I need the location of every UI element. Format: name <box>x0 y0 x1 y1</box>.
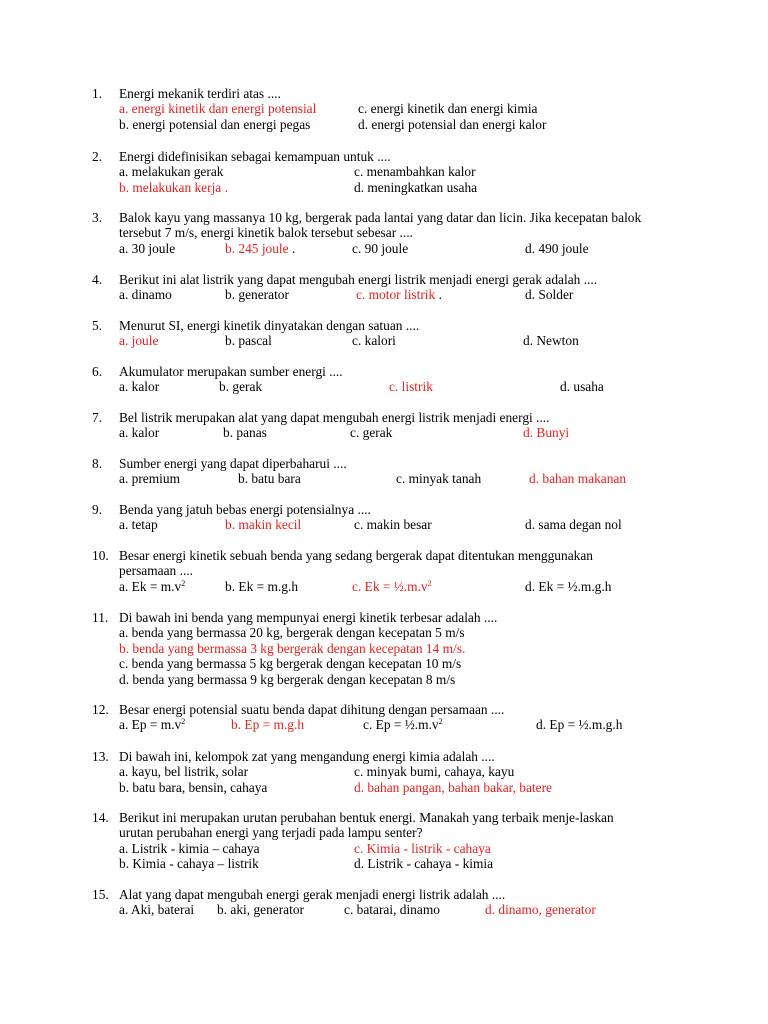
answer-option <box>354 180 477 195</box>
option-text: a. Aki, baterai <box>119 902 195 918</box>
option-text: c. benda yang bermassa 5 kg bergerak dengan kecepatan 10 m/s <box>119 656 462 672</box>
question-number: 1. <box>92 86 103 101</box>
option-text: d. dinamo, generator <box>485 902 596 918</box>
question-body <box>119 810 692 872</box>
answer-option <box>119 625 465 640</box>
answer-option <box>225 579 298 594</box>
question-body <box>119 149 692 195</box>
option-text: c. Ek = ½.m.v <box>352 578 428 594</box>
option-text: b. pascal <box>225 333 272 349</box>
answer-option-correct <box>225 241 295 256</box>
answer-option-correct <box>485 902 596 917</box>
answer-option-correct <box>354 780 552 795</box>
option-text: b. aki, generator <box>217 902 304 918</box>
option-text: c. batarai, dinamo <box>344 902 440 918</box>
option-text: d. Newton <box>523 333 579 349</box>
question-stem-line: Akumulator merupakan sumber energi .... <box>119 364 343 379</box>
answer-option <box>354 164 476 179</box>
answer-option <box>525 579 611 594</box>
answer-option-correct <box>523 425 569 440</box>
question-stem-line: urutan perubahan energi yang terjadi pada lampu senter? <box>119 825 423 841</box>
options-area <box>119 425 692 440</box>
question-body <box>119 610 692 687</box>
answer-option <box>354 856 493 871</box>
question-body <box>119 702 692 733</box>
option-text: d. Listrik - cahaya - kimia <box>354 856 494 872</box>
option-text: c. minyak tanah <box>396 471 482 487</box>
option-text: d. sama degan nol <box>525 517 622 533</box>
question-number: 14. <box>92 810 109 825</box>
options-area <box>119 717 692 732</box>
option-text: d. Solder <box>525 287 574 303</box>
options-area <box>119 517 692 532</box>
option-text: d. bahan pangan, bahan bakar, batere <box>354 779 552 795</box>
answer-option <box>119 425 159 440</box>
option-text: d. bahan makanan <box>529 471 627 487</box>
options-area <box>119 379 692 394</box>
option-superscript: 2 <box>427 578 432 588</box>
option-text: d. Ek = ½.m.g.h <box>525 578 612 594</box>
question-body <box>119 548 692 594</box>
answer-option <box>352 241 408 256</box>
answer-option <box>119 117 310 132</box>
option-text: b. melakukan kerja . <box>119 179 228 195</box>
option-text: a. premium <box>119 471 180 487</box>
option-text: a. kalor <box>119 379 160 395</box>
question-body <box>119 86 692 132</box>
answer-option-correct <box>119 333 158 348</box>
option-text: a. Ek = m.v <box>119 578 182 594</box>
option-text: c. gerak <box>350 425 393 441</box>
options-area <box>119 902 692 917</box>
question-body <box>119 210 692 256</box>
option-text: b. batu bara <box>238 471 301 487</box>
option-text: b. Kimia - cahaya – listrik <box>119 856 259 872</box>
option-text: b. makin kecil <box>225 517 302 533</box>
option-text: a. energi kinetik dan energi potensial <box>119 101 317 117</box>
question-number: 13. <box>92 749 109 764</box>
options-area <box>119 241 692 256</box>
options-area <box>119 625 692 687</box>
answer-option-correct <box>119 101 316 116</box>
question-number: 3. <box>92 210 103 225</box>
question-number: 8. <box>92 456 103 471</box>
question-body <box>119 272 692 303</box>
question-stem-line: Berikut ini merupakan urutan perubahan bentuk energi. Manakah yang terbaik menje-laskan <box>119 810 614 825</box>
options-area <box>119 164 692 195</box>
answer-option <box>119 579 185 594</box>
answer-option <box>119 902 194 917</box>
answer-option <box>119 656 461 671</box>
answer-option <box>344 902 440 917</box>
question-number: 6. <box>92 364 103 379</box>
option-text: a. kayu, bel listrik, solar <box>119 764 249 780</box>
option-text: c. minyak bumi, cahaya, kayu <box>354 764 515 780</box>
answer-option <box>536 717 622 732</box>
option-text: c. menambahkan kalor <box>354 164 476 180</box>
answer-option <box>119 717 185 732</box>
answer-option <box>119 672 455 687</box>
answer-option <box>525 241 589 256</box>
option-text: c. Ep = ½.m.v <box>363 717 439 733</box>
option-text: a. Listrik - kimia – cahaya <box>119 840 260 856</box>
option-text: a. 30 joule <box>119 240 176 256</box>
option-text: a. joule <box>119 333 159 349</box>
answer-option-correct <box>225 517 301 532</box>
question-stem-line: Menurut SI, energi kinetik dinyatakan dengan satuan .... <box>119 318 420 333</box>
option-text: b. batu bara, bensin, cahaya <box>119 779 268 795</box>
option-text: b. Ep = m.g.h <box>231 717 305 733</box>
answer-option <box>219 379 262 394</box>
options-area <box>119 471 692 486</box>
answer-option <box>119 856 259 871</box>
option-superscript: 2 <box>181 717 186 727</box>
answer-option <box>350 425 392 440</box>
option-text: b. generator <box>225 287 289 303</box>
options-area <box>119 287 692 302</box>
option-text: d. Ep = ½.m.g.h <box>536 717 623 733</box>
option-text: b. benda yang bermassa 3 kg bergerak dengan kecepatan 14 m/s. <box>119 640 466 656</box>
question-stem-line: Di bawah ini, kelompok zat yang mengandung energi kimia adalah .... <box>119 749 495 764</box>
option-suffix: . <box>435 287 442 303</box>
answer-option-correct <box>119 641 465 656</box>
answer-option <box>238 471 301 486</box>
answer-option <box>354 764 514 779</box>
question-number: 10. <box>92 548 109 563</box>
question-number: 15. <box>92 887 109 902</box>
option-text: c. kalori <box>352 333 396 349</box>
answer-option <box>119 241 175 256</box>
options-area <box>119 579 692 594</box>
answer-option <box>119 780 267 795</box>
question-body <box>119 749 692 795</box>
answer-option <box>525 517 622 532</box>
answer-option <box>225 287 289 302</box>
option-text: a. benda yang bermassa 20 kg, bergerak dengan kecepatan 5 m/s <box>119 625 465 641</box>
option-text: b. Ek = m.g.h <box>225 578 299 594</box>
question-number: 4. <box>92 272 103 287</box>
option-text: d. meningkatkan usaha <box>354 179 478 195</box>
options-area <box>119 101 692 132</box>
question-number: 2. <box>92 149 103 164</box>
option-text: d. 490 joule <box>525 240 589 256</box>
option-text: a. dinamo <box>119 287 172 303</box>
answer-option-correct <box>231 717 304 732</box>
question-stem-line: Besar energi potensial suatu benda dapat dihitung dengan persamaan .... <box>119 702 505 717</box>
option-text: b. energi potensial dan energi pegas <box>119 116 311 132</box>
option-superscript: 2 <box>438 717 443 727</box>
option-text: a. tetap <box>119 517 158 533</box>
option-text: a. melakukan gerak <box>119 164 224 180</box>
option-text: c. Kimia - listrik - cahaya <box>354 840 491 856</box>
question-stem-line: persamaan .... <box>119 563 193 579</box>
answer-option <box>560 379 604 394</box>
option-text: c. makin besar <box>354 517 432 533</box>
answer-option-correct <box>354 841 491 856</box>
answer-option <box>119 471 180 486</box>
option-text: d. Bunyi <box>523 425 570 441</box>
option-text: d. usaha <box>560 379 604 395</box>
question-number: 9. <box>92 502 103 517</box>
option-superscript: 2 <box>181 578 186 588</box>
question-body <box>119 887 692 918</box>
options-area <box>119 333 692 348</box>
option-text: b. 245 joule <box>225 240 289 256</box>
question-stem-line: Energi didefinisikan sebagai kemampuan untuk .... <box>119 149 391 164</box>
option-text: d. energi potensial dan energi kalor <box>358 116 547 132</box>
answer-option <box>523 333 579 348</box>
options-area <box>119 841 692 872</box>
option-text: d. benda yang bermassa 9 kg bergerak dengan kecepatan 8 m/s <box>119 671 456 687</box>
option-text: a. kalor <box>119 425 160 441</box>
answer-option <box>119 287 172 302</box>
question-stem-line: tersebut 7 m/s, energi kinetik balok tersebut sebesar .... <box>119 225 413 241</box>
answer-option <box>119 379 159 394</box>
answer-option <box>119 764 248 779</box>
question-stem-line: Benda yang jatuh bebas energi potensialnya .... <box>119 502 371 517</box>
question-body <box>119 502 692 533</box>
answer-option <box>358 101 537 116</box>
answer-option <box>352 333 396 348</box>
answer-option <box>223 425 267 440</box>
answer-option <box>119 164 223 179</box>
option-text: c. motor listrik <box>356 287 436 303</box>
question-body <box>119 410 692 441</box>
answer-option <box>396 471 481 486</box>
answer-option-correct <box>356 287 442 302</box>
answer-option-correct <box>352 579 432 594</box>
answer-option <box>225 333 272 348</box>
question-stem-line: Balok kayu yang massanya 10 kg, bergerak pada lantai yang datar dan licin. Jika kecepatan balok <box>119 210 642 225</box>
question-stem-line: Alat yang dapat mengubah energi gerak menjadi energi listrik adalah .... <box>119 887 506 902</box>
answer-option-correct <box>529 471 626 486</box>
question-stem-line: Berikut ini alat listrik yang dapat mengubah energi listrik menjadi energi gerak adalah .... <box>119 272 598 287</box>
answer-option <box>358 117 546 132</box>
question-stem-line: Besar energi kinetik sebuah benda yang sedang bergerak dapat ditentukan menggunakan <box>119 548 593 563</box>
option-text: c. energi kinetik dan energi kimia <box>358 101 538 117</box>
answer-option <box>217 902 304 917</box>
question-number: 11. <box>92 610 109 625</box>
answer-option <box>119 841 260 856</box>
option-text: a. Ep = m.v <box>119 717 182 733</box>
question-number: 7. <box>92 410 103 425</box>
answer-option <box>363 717 443 732</box>
option-text: c. listrik <box>389 379 433 395</box>
question-body <box>119 364 692 395</box>
answer-option-correct <box>119 180 228 195</box>
options-area <box>119 764 692 795</box>
question-stem-line: Di bawah ini benda yang mempunyai energi kinetik terbesar adalah .... <box>119 610 498 625</box>
question-stem-line: Energi mekanik terdiri atas .... <box>119 86 281 101</box>
option-text: b. panas <box>223 425 267 441</box>
question-number: 5. <box>92 318 103 333</box>
question-body <box>119 318 692 349</box>
answer-option-correct <box>389 379 433 394</box>
question-body <box>119 456 692 487</box>
option-text: b. gerak <box>219 379 263 395</box>
option-text: c. 90 joule <box>352 240 409 256</box>
answer-option <box>354 517 432 532</box>
answer-option <box>119 517 158 532</box>
answer-option <box>525 287 573 302</box>
question-number: 12. <box>92 702 109 717</box>
question-stem-line: Bel listrik merupakan alat yang dapat mengubah energi listrik menjadi energi .... <box>119 410 550 425</box>
question-stem-line: Sumber energi yang dapat diperbaharui .... <box>119 456 347 471</box>
option-suffix: . <box>288 240 296 256</box>
